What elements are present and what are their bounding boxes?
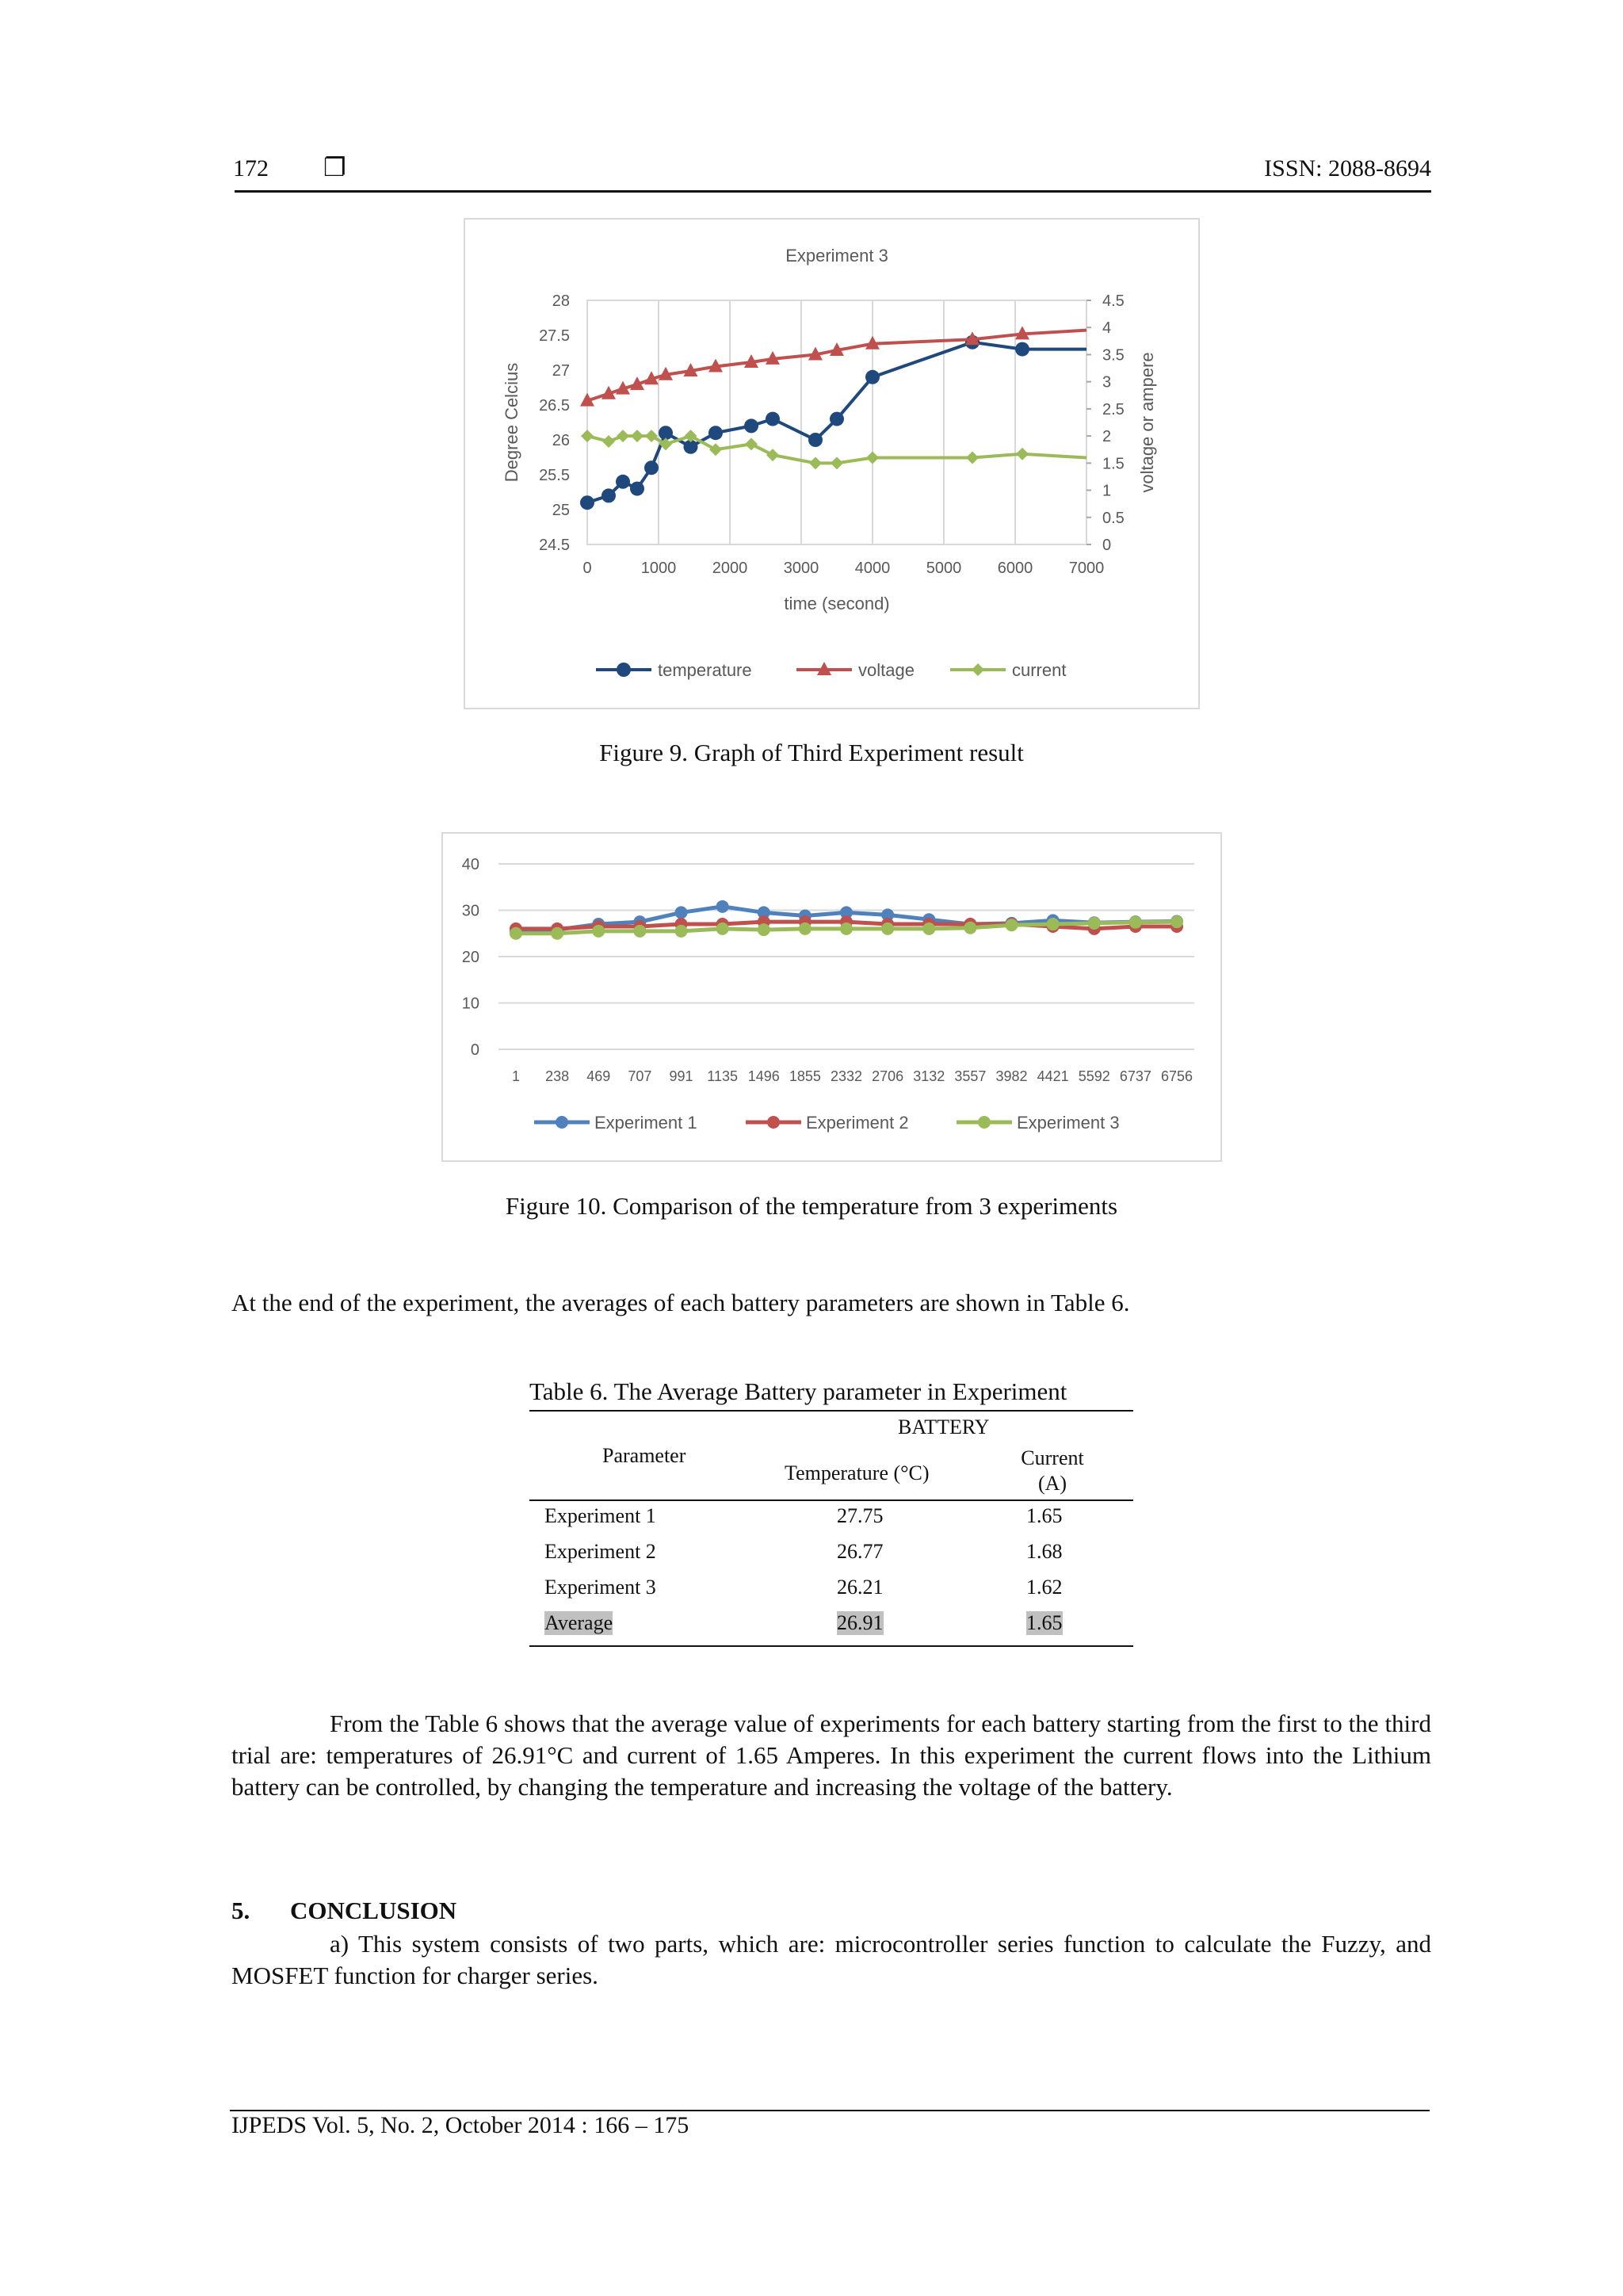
chart1-point — [830, 412, 844, 426]
figure9-caption: Figure 9. Graph of Third Experiment result — [599, 739, 1024, 766]
chart1-point — [745, 437, 758, 450]
chart2-point — [881, 923, 894, 935]
chart2-x-tick: 4421 — [1037, 1068, 1069, 1084]
chart2-x-tick: 1855 — [789, 1068, 821, 1084]
chart1-point — [809, 457, 822, 469]
chart1-x-label: time (second) — [784, 594, 890, 613]
chart2-legend-marker — [767, 1116, 780, 1129]
chart1-legend-label: voltage — [858, 660, 915, 680]
table6-caption: Table 6. The Average Battery parameter in Experiment — [529, 1377, 1067, 1405]
chart1-y2-label: voltage or ampere — [1137, 352, 1157, 493]
chart2-x-tick: 991 — [669, 1068, 693, 1084]
chart2-point — [922, 923, 935, 935]
chart2-x-tick: 2332 — [830, 1068, 863, 1084]
chart1-point — [644, 460, 659, 475]
chart1-x-tick: 5000 — [926, 560, 962, 577]
chart1-y2-tick: 4.5 — [1102, 292, 1125, 310]
chart1-point — [709, 443, 722, 456]
table6-cell-temperature: 26.77 — [837, 1540, 884, 1563]
chart1-point — [766, 449, 779, 461]
chart1-legend-label: temperature — [658, 660, 752, 680]
chart1-x-tick: 7000 — [1068, 560, 1105, 577]
chart2-point — [799, 923, 812, 935]
table6-cell-parameter: Experiment 3 — [544, 1576, 656, 1599]
table6-col-current: Current (A) — [1021, 1446, 1084, 1495]
section-title: CONCLUSION — [290, 1897, 457, 1924]
chart1-y-tick: 27.5 — [539, 327, 570, 345]
chart1-point — [602, 435, 615, 448]
chart2-x-tick: 238 — [545, 1068, 570, 1084]
table6 — [529, 1377, 1133, 1647]
chart2-x-tick: 1496 — [747, 1068, 780, 1084]
chart1-y-tick: 25.5 — [539, 467, 570, 484]
chart1-legend-marker — [617, 663, 631, 677]
chart2-point — [1088, 917, 1101, 930]
chart2-x-tick: 2706 — [872, 1068, 904, 1084]
chart2-legend-label: Experiment 2 — [806, 1113, 909, 1133]
chart1-x-tick: 2000 — [712, 560, 748, 577]
chart1-x-tick: 3000 — [783, 560, 819, 577]
section-number: 5. — [231, 1897, 250, 1924]
chart1-point — [766, 412, 780, 426]
table6-header-rule — [529, 1499, 1133, 1501]
chart2-point — [675, 925, 688, 938]
chart2-point — [1129, 916, 1142, 929]
table6-cell-parameter: Average — [544, 1611, 613, 1634]
chart2-point — [716, 900, 729, 913]
conclusion-paragraph: a) This system consists of two parts, which are: microcontroller series function to calculate the Fuzzy, and MOSFET function for charger series. — [231, 1930, 1431, 1989]
footer-rule — [230, 2110, 1430, 2111]
chart1-x-tick: 4000 — [854, 560, 891, 577]
chart2-point — [675, 906, 688, 919]
issn: ISSN: 2088-8694 — [1264, 155, 1431, 181]
table6-col-temperature: Temperature (°C) — [785, 1461, 930, 1484]
chart1-point — [866, 451, 879, 464]
chart1-x-tick: 1000 — [640, 560, 677, 577]
chart1-point — [580, 495, 594, 510]
table6-cell-temperature: 26.91 — [837, 1611, 884, 1634]
chart1-point — [808, 433, 823, 447]
table6-cell-parameter: Experiment 2 — [544, 1540, 656, 1563]
chart2-x-tick: 1 — [511, 1068, 521, 1084]
chart1-y2-tick: 2.5 — [1102, 400, 1125, 418]
chart2-point — [964, 922, 976, 934]
box-icon: ❐ — [323, 153, 346, 181]
chart1-point — [1016, 448, 1029, 460]
chart1-y2-tick: 2 — [1102, 428, 1112, 446]
chart1-y-tick: 25 — [552, 502, 570, 519]
page-number: 172 — [233, 155, 269, 181]
chart2-y-tick: 0 — [470, 1041, 479, 1059]
table6-cell-current: 1.65 — [1026, 1611, 1063, 1634]
footer-citation: IJPEDS Vol. 5, No. 2, October 2014 : 166 – 175 — [231, 2112, 689, 2138]
chart1-y-label: Degree Celcius — [502, 362, 521, 483]
chart1-point — [616, 475, 630, 489]
chart1-point — [685, 430, 697, 442]
table6-group-header: BATTERY — [898, 1415, 990, 1438]
chart2-x-tick: 3982 — [995, 1068, 1028, 1084]
chart2-x-tick: 707 — [628, 1068, 652, 1084]
chart2-legend-marker — [978, 1116, 991, 1129]
chart1-point — [744, 418, 758, 433]
chart2-point — [716, 923, 729, 935]
chart2-x-tick: 6756 — [1160, 1068, 1193, 1084]
chart1-legend-label: current — [1012, 660, 1067, 680]
chart2-point — [510, 927, 522, 940]
chart1-y-tick: 28 — [552, 292, 570, 310]
chart1-point — [617, 430, 629, 442]
chart1-point — [708, 426, 723, 440]
chart1-point — [581, 430, 594, 442]
chart2-point — [592, 925, 605, 938]
chart2-point — [551, 927, 563, 940]
chart1-point — [601, 488, 616, 502]
intro-paragraph: At the end of the experiment, the averages of each battery parameters are shown in Table 6. — [231, 1289, 1130, 1316]
table6-cell-temperature: 27.75 — [837, 1504, 884, 1527]
chart1-y2-tick: 1.5 — [1102, 455, 1125, 473]
table6-cell-parameter: Experiment 1 — [544, 1504, 656, 1527]
chart2-y-tick: 20 — [461, 949, 479, 966]
figure9-chart — [465, 220, 1198, 708]
chart1-y2-tick: 1 — [1102, 482, 1112, 500]
chart2-y-tick: 40 — [461, 856, 479, 873]
chart2-point — [1006, 919, 1018, 931]
table6-col-parameter: Parameter — [602, 1444, 686, 1467]
chart2-point — [758, 923, 770, 936]
chart1-y-tick: 24.5 — [539, 537, 570, 554]
chart1-point — [865, 370, 880, 384]
discussion-paragraph: From the Table 6 shows that the average value of experiments for each battery starting from the first to the third trial are: temperatures of 26.91°C and current of 1.65 Amperes. In this experiment the current flows into the Lithium battery can be controlled, by changing the temperature and increasing the voltage of the battery. — [231, 1710, 1431, 1801]
chart2-point — [633, 925, 646, 938]
chart1-y2-tick: 0.5 — [1102, 509, 1125, 527]
chart2-x-tick: 1135 — [707, 1068, 738, 1084]
table6-cell-current: 1.62 — [1026, 1576, 1063, 1599]
chart1-x-tick: 6000 — [997, 560, 1033, 577]
chart1-y-tick: 26 — [552, 432, 570, 449]
chart1-series-line — [587, 330, 1086, 401]
chart2-y-tick: 30 — [461, 902, 479, 920]
chart1-point — [831, 457, 843, 469]
chart1-y-tick: 27 — [552, 362, 570, 380]
table6-bottom-rule — [529, 1645, 1133, 1647]
chart1-point — [1015, 342, 1029, 357]
chart1-y2-tick: 3 — [1102, 373, 1112, 392]
table6-cell-current: 1.68 — [1026, 1540, 1063, 1563]
chart1-y-tick: 26.5 — [539, 397, 570, 415]
chart1-y2-tick: 4 — [1102, 319, 1112, 338]
chart2-legend-label: Experiment 3 — [1017, 1113, 1120, 1133]
chart1-y2-tick: 0 — [1102, 537, 1112, 554]
figure10-box — [441, 832, 1222, 1162]
chart2-point — [840, 923, 853, 935]
chart2-x-tick: 3132 — [913, 1068, 945, 1084]
chart2-x-tick: 3557 — [954, 1068, 987, 1084]
chart2-x-tick: 6737 — [1119, 1068, 1151, 1084]
chart1-title: Experiment 3 — [785, 246, 888, 266]
table6-cell-temperature: 26.21 — [837, 1576, 884, 1599]
table6-top-rule — [529, 1410, 1133, 1412]
chart2-legend-label: Experiment 1 — [594, 1113, 697, 1133]
chart2-y-tick: 10 — [461, 995, 479, 1013]
figure9-box — [464, 218, 1200, 709]
chart2-x-tick: 469 — [586, 1068, 611, 1084]
chart2-legend-marker — [556, 1116, 568, 1129]
chart2-x-tick: 5592 — [1078, 1068, 1110, 1084]
chart1-x-tick: 0 — [582, 560, 592, 577]
chart1-y2-tick: 3.5 — [1102, 346, 1125, 365]
chart1-legend-marker — [972, 663, 984, 676]
chart2-point — [1170, 915, 1183, 928]
figure10-chart — [443, 834, 1220, 1160]
chart1-point — [630, 482, 644, 496]
chart1-point — [966, 451, 979, 464]
chart2-point — [1047, 918, 1060, 930]
chart1-point — [631, 430, 643, 442]
chart1-point — [645, 430, 658, 442]
figure10-caption: Figure 10. Comparison of the temperature from 3 experiments — [505, 1192, 1118, 1220]
table6-cell-current: 1.65 — [1026, 1504, 1063, 1527]
header-rule — [235, 190, 1431, 193]
